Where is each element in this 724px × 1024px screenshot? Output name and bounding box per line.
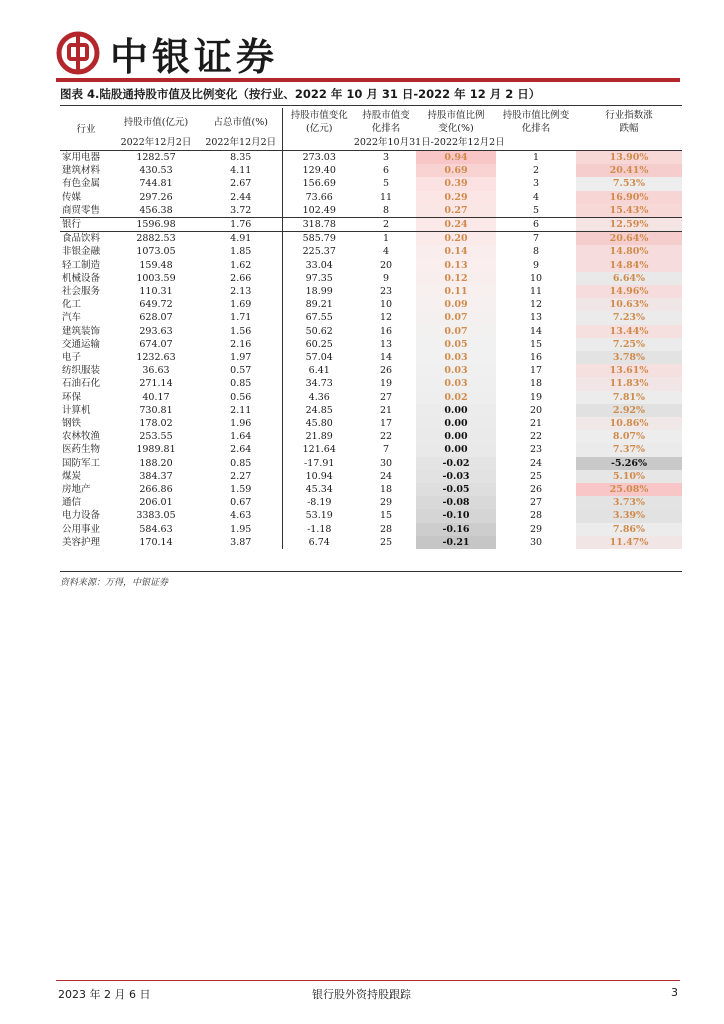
share-cell: 1.85 [230, 246, 252, 258]
mv-rank-cell: 10 [379, 299, 393, 311]
ratio-rank-cell: 28 [529, 510, 543, 522]
mv-rank-cell: 6 [382, 165, 390, 177]
share-cell: 1.64 [230, 431, 252, 443]
mv-rank-cell: 14 [379, 352, 393, 364]
ratio-rank-cell: 4 [532, 191, 540, 203]
mv-change-cell: -1.18 [282, 523, 356, 536]
ratio-change-cell: 0.03 [416, 377, 496, 390]
industry-cell: 通信 [62, 497, 82, 509]
mv-cell: 293.63 [139, 325, 173, 337]
index-change-cell: 20.41% [576, 164, 682, 177]
industry-cell: 机械设备 [62, 272, 101, 284]
share-cell: 2.44 [230, 191, 252, 203]
mv-change-cell: 4.36 [282, 391, 356, 404]
industry-cell: 建筑材料 [62, 165, 101, 177]
mv-cell: 628.07 [139, 312, 173, 324]
ratio-change-cell: 0.20 [416, 232, 496, 246]
ratio-rank-cell: 8 [532, 246, 540, 258]
table-row [60, 536, 682, 549]
mv-rank-cell: 25 [379, 536, 393, 548]
index-change-cell: 7.81% [576, 391, 682, 404]
col-header-ratio-change: 持股市值比例变化(%) [427, 110, 485, 134]
mv-cell: 744.81 [139, 178, 173, 190]
industry-cell: 农林牧渔 [62, 431, 101, 443]
period-label: 2022年10月31日-2022年12月2日 [282, 136, 576, 151]
index-change-cell: 8.07% [576, 430, 682, 443]
industry-cell: 电子 [62, 352, 82, 364]
ratio-rank-cell: 11 [529, 286, 543, 298]
ratio-change-cell: 0.07 [416, 311, 496, 324]
share-cell: 2.11 [230, 404, 252, 416]
share-cell: 1.69 [230, 299, 252, 311]
brand-name: 中银证券 [110, 34, 279, 79]
table-row [60, 404, 682, 417]
index-change-cell: 13.61% [576, 364, 682, 377]
ratio-rank-cell: 1 [532, 152, 540, 163]
industry-cell: 建筑装饰 [62, 325, 101, 337]
ratio-change-cell: -0.10 [416, 509, 496, 522]
share-cell: 2.27 [230, 470, 252, 482]
ratio-rank-cell: 14 [529, 325, 543, 337]
index-change-cell: 5.10% [576, 470, 682, 483]
index-change-cell: 10.63% [576, 298, 682, 311]
table-row [60, 218, 682, 232]
industry-cell: 钢铁 [62, 418, 82, 430]
mv-cell: 456.38 [139, 204, 173, 216]
mv-rank-cell: 12 [379, 312, 393, 324]
table-row [60, 364, 682, 377]
mv-change-cell: 318.78 [282, 218, 356, 232]
table-row [60, 177, 682, 190]
col-header-mv: 持股市值(亿元) [123, 116, 189, 128]
mv-change-cell: 6.41 [282, 364, 356, 377]
mv-cell: 253.55 [139, 431, 173, 443]
mv-rank-cell: 2 [356, 218, 416, 232]
table-row [60, 232, 682, 246]
ratio-rank-cell: 10 [529, 272, 543, 284]
ratio-rank-cell: 25 [529, 470, 543, 482]
mv-cell: 584.63 [139, 523, 173, 535]
mv-change-cell: 45.34 [282, 483, 356, 496]
index-change-cell: 20.64% [576, 232, 682, 246]
ratio-change-cell: 0.09 [416, 298, 496, 311]
ratio-rank-cell: 18 [529, 378, 543, 390]
mv-change-cell: 73.66 [282, 191, 356, 204]
table-row [60, 285, 682, 298]
mv-rank-cell: 19 [379, 378, 393, 390]
share-cell: 8.35 [230, 152, 252, 163]
share-cell: 1.96 [230, 418, 252, 430]
ratio-change-cell: 0.27 [416, 204, 496, 218]
mv-change-cell: 21.89 [282, 430, 356, 443]
ratio-change-cell: 0.03 [416, 364, 496, 377]
share-cell: 0.85 [230, 457, 252, 469]
ratio-rank-cell: 5 [532, 204, 540, 216]
index-change-cell: 13.90% [576, 151, 682, 165]
figure-caption: 图表 4.陆股通持股市值及比例变化（按行业、2022 年 10 月 31 日-2022 年 12 月 2 日） [60, 87, 541, 101]
ratio-change-cell: 0.00 [416, 443, 496, 456]
ratio-change-cell: 0.39 [416, 177, 496, 190]
industry-cell: 传媒 [62, 191, 82, 203]
ratio-change-cell: 0.24 [416, 218, 496, 232]
ratio-change-cell: 0.05 [416, 338, 496, 351]
header-rule [56, 78, 680, 82]
table-row [60, 164, 682, 177]
mv-change-cell: 34.73 [282, 377, 356, 390]
mv-rank-cell: 13 [379, 338, 393, 350]
industry-cell: 国防军工 [62, 457, 101, 469]
mv-rank-cell: 16 [379, 325, 393, 337]
ratio-change-cell: -0.16 [416, 523, 496, 536]
mv-cell: 674.07 [139, 338, 173, 350]
share-cell: 3.87 [230, 536, 252, 548]
index-change-cell: 6.64% [576, 272, 682, 285]
ratio-rank-cell: 15 [529, 338, 543, 350]
index-change-cell: 11.47% [576, 536, 682, 549]
index-change-cell: 7.37% [576, 443, 682, 456]
index-change-cell: 7.53% [576, 177, 682, 190]
share-cell: 2.66 [230, 272, 252, 284]
share-cell: 0.57 [230, 365, 252, 377]
ratio-rank-cell: 9 [532, 259, 540, 271]
mv-change-cell: 102.49 [282, 204, 356, 218]
table-row [60, 377, 682, 390]
share-cell: 2.64 [230, 444, 252, 456]
table-row [60, 298, 682, 311]
mv-cell: 1232.63 [136, 352, 176, 364]
source-note: 资料来源：万得，中银证券 [60, 578, 169, 588]
mv-cell: 1003.59 [136, 272, 176, 284]
ratio-change-cell: -0.03 [416, 470, 496, 483]
mv-cell: 430.53 [139, 165, 173, 177]
mv-rank-cell: 11 [379, 191, 393, 203]
ratio-rank-cell: 20 [529, 404, 543, 416]
date-spacer [60, 136, 112, 151]
col-header-mv-change: 持股市值变化(亿元) [282, 108, 356, 136]
ratio-change-cell: 0.69 [416, 164, 496, 177]
holdings-table [60, 108, 682, 549]
ratio-change-cell: 0.94 [416, 151, 496, 165]
index-change-cell: -5.26% [576, 457, 682, 470]
mv-cell: 110.31 [139, 286, 173, 298]
table-row [60, 391, 682, 404]
mv-rank-cell: 9 [382, 272, 390, 284]
industry-cell: 美容护理 [62, 536, 101, 548]
footer-rule [56, 980, 680, 981]
ratio-rank-cell: 23 [529, 444, 543, 456]
share-cell: 1.76 [200, 218, 282, 232]
mv-rank-cell: 21 [379, 404, 393, 416]
mv-cell: 159.48 [139, 259, 173, 271]
mv-change-cell: 121.64 [282, 443, 356, 456]
ratio-change-cell: 0.00 [416, 404, 496, 417]
table-row [60, 151, 682, 165]
mv-cell: 1073.05 [136, 246, 176, 258]
ratio-rank-cell: 26 [529, 484, 543, 496]
table-row [60, 443, 682, 456]
index-change-cell: 10.86% [576, 417, 682, 430]
share-cell: 0.85 [230, 378, 252, 390]
ratio-rank-cell: 13 [529, 312, 543, 324]
index-change-cell: 15.43% [576, 204, 682, 218]
industry-cell: 轻工制造 [62, 259, 101, 271]
mv-rank-cell: 23 [379, 286, 393, 298]
share-cell: 0.56 [230, 391, 252, 403]
date-spacer-right [576, 136, 682, 151]
ratio-change-cell: 0.29 [416, 191, 496, 204]
share-cell: 1.59 [230, 484, 252, 496]
mv-cell: 170.14 [139, 536, 173, 548]
share-cell: 2.13 [230, 286, 252, 298]
industry-cell: 化工 [62, 299, 82, 311]
mv-cell: 2882.53 [136, 233, 176, 245]
industry-cell: 石油石化 [62, 378, 101, 390]
mv-cell: 40.17 [142, 391, 170, 403]
industry-cell: 交通运输 [62, 338, 101, 350]
ratio-rank-cell: 29 [529, 523, 543, 535]
mv-change-cell: 67.55 [282, 311, 356, 324]
share-cell: 1.62 [230, 259, 252, 271]
ratio-rank-cell: 22 [529, 431, 543, 443]
mv-change-cell: 585.79 [282, 232, 356, 246]
ratio-change-cell: 0.13 [416, 259, 496, 272]
index-change-cell: 13.44% [576, 325, 682, 338]
table-row [60, 311, 682, 324]
ratio-rank-cell: 16 [529, 352, 543, 364]
ratio-change-cell: 0.12 [416, 272, 496, 285]
ratio-rank-cell: 3 [532, 178, 540, 190]
mv-cell: 3383.05 [136, 510, 176, 522]
industry-cell: 食品饮料 [62, 233, 101, 245]
index-change-cell: 7.25% [576, 338, 682, 351]
mv-change-cell: 33.04 [282, 259, 356, 272]
mv-change-cell: 24.85 [282, 404, 356, 417]
report-header [56, 28, 278, 78]
mv-rank-cell: 20 [379, 259, 393, 271]
mv-cell: 178.02 [139, 418, 173, 430]
ratio-rank-cell: 7 [532, 233, 540, 245]
mv-change-cell: 89.21 [282, 298, 356, 311]
industry-cell: 电力设备 [62, 510, 101, 522]
ratio-rank-cell: 6 [496, 218, 576, 232]
caption-top-rule [60, 105, 682, 106]
mv-rank-cell: 4 [382, 246, 390, 258]
mv-cell: 206.01 [139, 497, 173, 509]
ratio-rank-cell: 27 [529, 497, 543, 509]
mv-rank-cell: 26 [379, 365, 393, 377]
table-row [60, 430, 682, 443]
index-change-cell: 3.73% [576, 496, 682, 509]
col-header-index-change: 行业指数涨跌幅 [605, 110, 653, 134]
mv-change-cell: 53.19 [282, 509, 356, 522]
mv-rank-cell: 15 [379, 510, 393, 522]
mv-change-cell: -8.19 [282, 496, 356, 509]
industry-cell: 商贸零售 [62, 204, 101, 216]
mv-change-cell: 60.25 [282, 338, 356, 351]
mv-change-cell: 273.03 [282, 151, 356, 165]
index-change-cell: 14.84% [576, 259, 682, 272]
mv-rank-cell: 8 [382, 204, 390, 216]
mv-rank-cell: 30 [379, 457, 393, 469]
table-row [60, 483, 682, 496]
table-row [60, 259, 682, 272]
share-cell: 1.56 [230, 325, 252, 337]
mv-rank-cell: 28 [379, 523, 393, 535]
ratio-rank-cell: 17 [529, 365, 543, 377]
table-row [60, 470, 682, 483]
mv-change-cell: 45.80 [282, 417, 356, 430]
ratio-change-cell: 0.11 [416, 285, 496, 298]
table-row [60, 338, 682, 351]
table-row [60, 496, 682, 509]
mv-cell: 1989.81 [136, 444, 176, 456]
index-change-cell: 2.92% [576, 404, 682, 417]
mv-rank-cell: 22 [379, 431, 393, 443]
table-row [60, 417, 682, 430]
table-row [60, 272, 682, 285]
mv-rank-cell: 7 [382, 444, 390, 456]
mv-cell: 1596.98 [112, 218, 200, 232]
share-cell: 1.95 [230, 523, 252, 535]
col-header-ratio-rank: 持股市值比例变化排名 [502, 110, 570, 134]
ratio-change-cell: 0.00 [416, 417, 496, 430]
industry-cell: 房地产 [62, 484, 91, 496]
share-cell: 4.63 [230, 510, 252, 522]
date-share: 2022年12月2日 [200, 136, 282, 151]
table-row [60, 457, 682, 470]
table-row [60, 509, 682, 522]
index-change-cell: 16.90% [576, 191, 682, 204]
date-mv: 2022年12月2日 [112, 136, 200, 151]
mv-change-cell: -17.91 [282, 457, 356, 470]
mv-cell: 297.26 [139, 191, 173, 203]
index-change-cell: 14.80% [576, 245, 682, 258]
industry-cell: 有色金属 [62, 178, 101, 190]
industry-cell: 非银金融 [62, 246, 101, 258]
ratio-change-cell: 0.03 [416, 351, 496, 364]
ratio-change-cell: 0.00 [416, 430, 496, 443]
footer-title: 银行股外资持股跟踪 [312, 988, 411, 1001]
index-change-cell: 7.86% [576, 523, 682, 536]
mv-rank-cell: 27 [379, 391, 393, 403]
bank-of-china-logo [56, 31, 100, 75]
mv-rank-cell: 18 [379, 484, 393, 496]
mv-rank-cell: 1 [382, 233, 390, 245]
index-change-cell: 11.83% [576, 377, 682, 390]
industry-cell: 环保 [62, 391, 82, 403]
ratio-rank-cell: 30 [529, 536, 543, 548]
industry-cell: 煤炭 [62, 470, 82, 482]
mv-change-cell: 6.74 [282, 536, 356, 549]
industry-cell: 纺织服装 [62, 365, 101, 377]
industry-cell: 计算机 [62, 404, 91, 416]
industry-cell: 汽车 [62, 312, 82, 324]
ratio-change-cell: 0.14 [416, 245, 496, 258]
mv-cell: 188.20 [139, 457, 173, 469]
share-cell: 2.67 [230, 178, 252, 190]
mv-cell: 271.14 [139, 378, 173, 390]
index-change-cell: 3.39% [576, 509, 682, 522]
page-number: 3 [671, 986, 678, 999]
mv-cell: 1282.57 [136, 152, 176, 163]
index-change-cell: 25.08% [576, 483, 682, 496]
table-row [60, 191, 682, 204]
index-change-cell: 12.59% [576, 218, 682, 232]
share-cell: 1.97 [230, 352, 252, 364]
table-row [60, 204, 682, 218]
share-cell: 0.67 [230, 497, 252, 509]
ratio-change-cell: -0.02 [416, 457, 496, 470]
mv-change-cell: 225.37 [282, 245, 356, 258]
industry-cell: 银行 [60, 218, 112, 232]
mv-rank-cell: 3 [382, 152, 390, 163]
mv-change-cell: 156.69 [282, 177, 356, 190]
ratio-change-cell: 0.02 [416, 391, 496, 404]
industry-cell: 医药生物 [62, 444, 101, 456]
index-change-cell: 3.78% [576, 351, 682, 364]
mv-cell: 266.86 [139, 484, 173, 496]
share-cell: 3.72 [230, 204, 252, 216]
industry-cell: 家用电器 [62, 152, 101, 163]
industry-cell: 公用事业 [62, 523, 101, 535]
ratio-rank-cell: 24 [529, 457, 543, 469]
mv-rank-cell: 5 [382, 178, 390, 190]
table-row [60, 325, 682, 338]
index-change-cell: 14.96% [576, 285, 682, 298]
table-bottom-rule [60, 571, 682, 572]
share-cell: 2.16 [230, 338, 252, 350]
ratio-change-cell: -0.05 [416, 483, 496, 496]
ratio-rank-cell: 19 [529, 391, 543, 403]
col-header-mv-rank: 持股市值变化排名 [362, 110, 410, 134]
ratio-change-cell: -0.08 [416, 496, 496, 509]
mv-cell: 384.37 [139, 470, 173, 482]
mv-cell: 649.72 [139, 299, 173, 311]
col-header-share: 占总市值(%) [213, 116, 268, 128]
mv-rank-cell: 17 [379, 418, 393, 430]
industry-cell: 社会服务 [62, 286, 101, 298]
share-cell: 1.71 [230, 312, 252, 324]
table-row [60, 245, 682, 258]
table-row [60, 523, 682, 536]
ratio-rank-cell: 21 [529, 418, 543, 430]
mv-change-cell: 18.99 [282, 285, 356, 298]
ratio-rank-cell: 12 [529, 299, 543, 311]
index-change-cell: 7.23% [576, 311, 682, 324]
col-header-industry: 行业 [76, 124, 96, 135]
ratio-change-cell: -0.21 [416, 536, 496, 549]
mv-change-cell: 50.62 [282, 325, 356, 338]
table-row [60, 351, 682, 364]
ratio-rank-cell: 2 [532, 165, 540, 177]
mv-change-cell: 57.04 [282, 351, 356, 364]
mv-change-cell: 129.40 [282, 164, 356, 177]
mv-cell: 36.63 [142, 365, 170, 377]
mv-rank-cell: 29 [379, 497, 393, 509]
mv-cell: 730.81 [139, 404, 173, 416]
mv-change-cell: 97.35 [282, 272, 356, 285]
ratio-change-cell: 0.07 [416, 325, 496, 338]
share-cell: 4.11 [230, 165, 252, 177]
footer-date: 2023 年 2 月 6 日 [58, 988, 151, 1001]
mv-change-cell: 10.94 [282, 470, 356, 483]
share-cell: 4.91 [230, 233, 252, 245]
mv-rank-cell: 24 [379, 470, 393, 482]
